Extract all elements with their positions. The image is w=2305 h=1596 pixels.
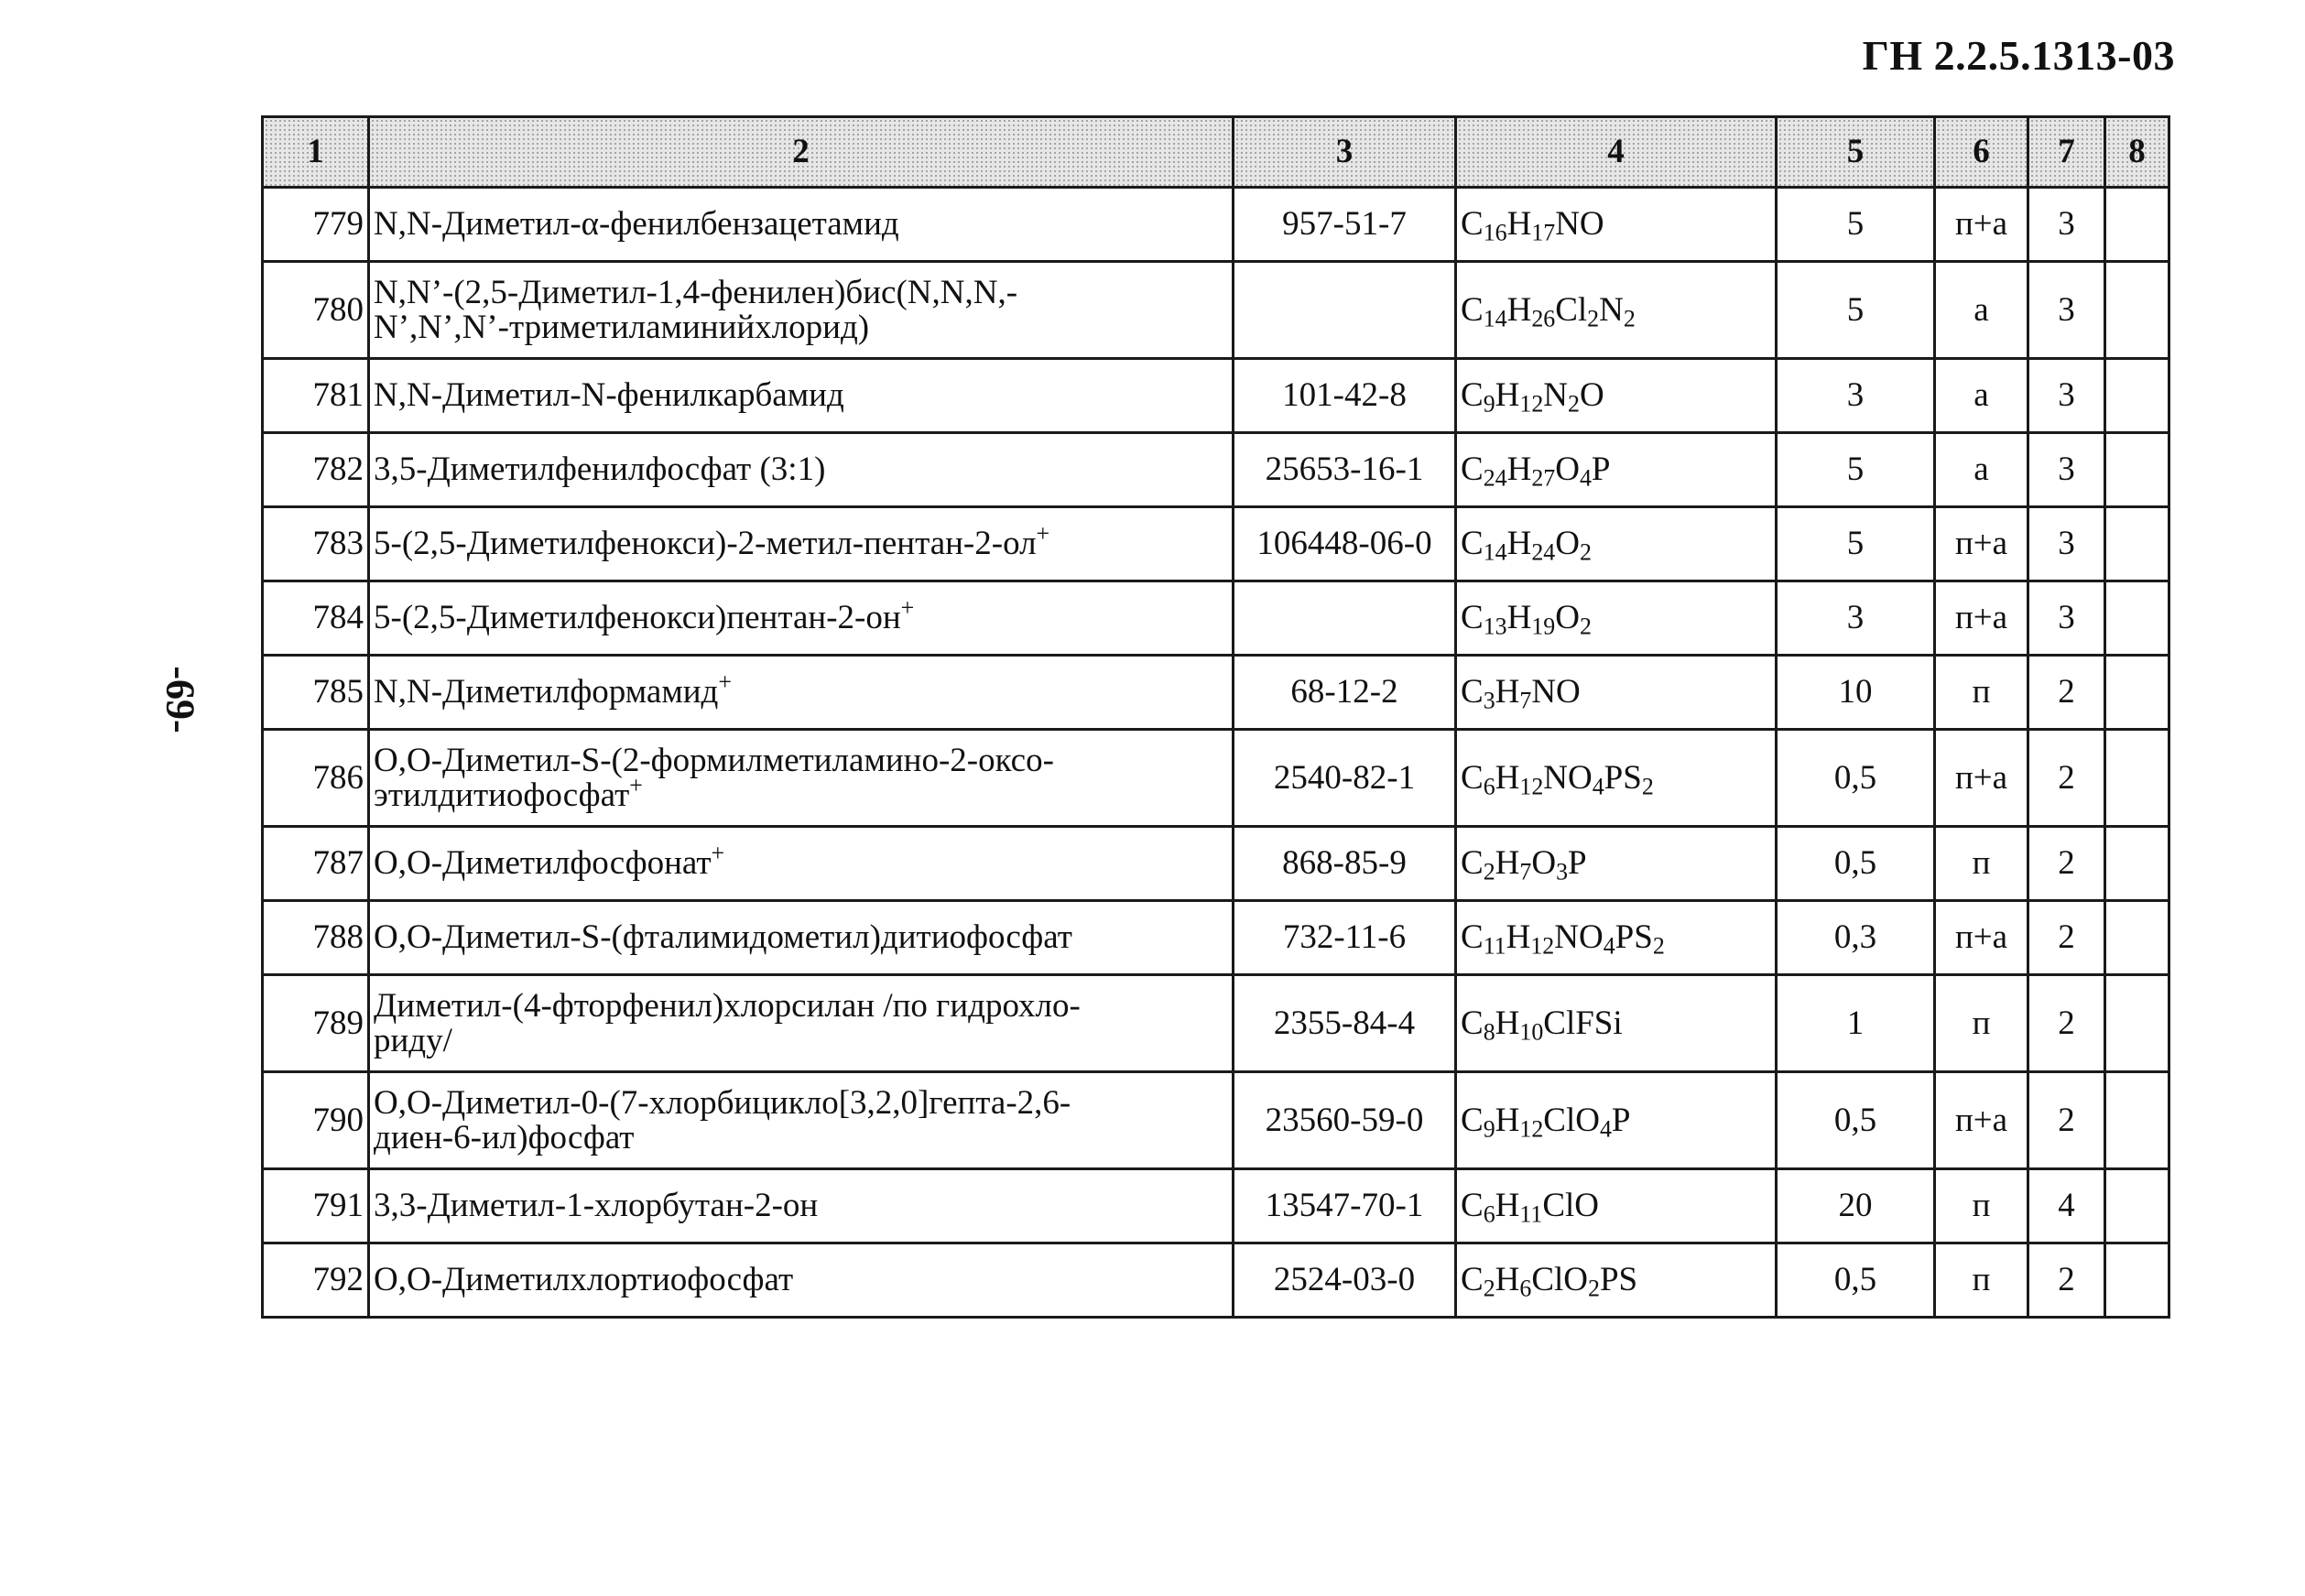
formula-element: O [1579,376,1604,415]
formula-element: H [1495,844,1520,883]
formula-element: C [1461,918,1484,957]
formula-element: Cl [1555,290,1588,329]
formula-subscript: 7 [1519,687,1532,714]
plus-mark: + [629,771,643,798]
column-header: 4 [1456,117,1777,188]
row-number: 784 [263,581,369,656]
note-cell [2105,188,2169,262]
substance-name-line: O,O-Диметилфосфонат [374,844,712,883]
cas-number: 13547-70-1 [1234,1169,1456,1243]
table-row [263,975,2169,1072]
substance-name-line: O,O-Диметил-0-(7-хлорбицикло[3,2,0]гепта-2,6- [374,1083,1071,1122]
formula-subscript: 2 [1483,858,1495,885]
column-header: 5 [1777,117,1935,188]
hazard-class: 2 [2028,656,2105,730]
row-number: 781 [263,359,369,433]
formula-element: H [1506,599,1532,637]
table-row [263,433,2169,507]
formula-subscript: 11 [1483,932,1506,960]
table-row [263,730,2169,827]
hazard-class: 2 [2028,827,2105,901]
row-number: 782 [263,433,369,507]
column-header: 1 [263,117,369,188]
formula-subscript: 27 [1531,464,1556,492]
substance-name [369,1072,1234,1169]
hazard-class: 3 [2028,262,2105,359]
note-cell [2105,507,2169,581]
substance-name-line: N,N-Диметилформамид [374,673,719,711]
substance-name-line: N’,N’,N’-триметиламинийхлорид) [374,308,870,346]
hazard-class: 2 [2028,1072,2105,1169]
formula-element: N [1599,290,1624,329]
hazard-class: 3 [2028,507,2105,581]
hazard-class: 2 [2028,975,2105,1072]
substance-name [369,1169,1234,1243]
formula-subscript: 9 [1483,1115,1495,1143]
formula-element: C [1461,1187,1484,1225]
substance-name [369,262,1234,359]
aggregate-state: а [1935,359,2028,433]
cas-number: 23560-59-0 [1234,1072,1456,1169]
row-number: 786 [263,730,369,827]
aggregate-state: а [1935,262,2028,359]
limit-value: 0,5 [1777,1072,1935,1169]
formula-element: H [1506,290,1532,329]
limit-value: 10 [1777,656,1935,730]
chemical-formula [1456,188,1777,262]
hazard-class: 3 [2028,188,2105,262]
limit-value: 3 [1777,581,1935,656]
note-cell [2105,656,2169,730]
table-row [263,1169,2169,1243]
aggregate-state: п+а [1935,730,2028,827]
formula-subscript: 2 [1568,390,1580,418]
aggregate-state: п+а [1935,507,2028,581]
chemical-formula [1456,1243,1777,1318]
note-cell [2105,827,2169,901]
substance-name-line: этилдитиофосфат [374,776,630,814]
formula-subscript: 10 [1519,1018,1544,1046]
substance-name-line: диен-6-ил)фосфат [374,1118,635,1156]
formula-element: C [1461,525,1484,563]
document-code: ГН 2.2.5.1313-03 [1862,32,2175,79]
substance-name-line: O,O-Диметил-S-(фталимидометил)дитиофосфат [374,918,1072,957]
formula-subscript: 3 [1483,687,1495,714]
hazard-class: 2 [2028,1243,2105,1318]
formula-element: O [1555,525,1580,563]
formula-element: ClO [1542,1187,1599,1225]
formula-subscript: 2 [1587,305,1600,332]
plus-mark: + [711,839,725,866]
substance-name [369,656,1234,730]
column-header: 3 [1234,117,1456,188]
chemical-formula [1456,507,1777,581]
limit-value: 5 [1777,188,1935,262]
row-number: 780 [263,262,369,359]
table-row [263,188,2169,262]
hazard-class: 2 [2028,901,2105,975]
cas-number: 957-51-7 [1234,188,1456,262]
aggregate-state: п [1935,975,2028,1072]
table-row [263,507,2169,581]
chemical-formula [1456,656,1777,730]
limit-value: 0,3 [1777,901,1935,975]
cas-number: 106448-06-0 [1234,507,1456,581]
substances-table [261,115,2170,1319]
aggregate-state: п+а [1935,901,2028,975]
formula-element: ClO [1543,1101,1600,1139]
formula-element: PS [1604,758,1642,797]
cas-number: 68-12-2 [1234,656,1456,730]
aggregate-state: п+а [1935,1072,2028,1169]
table-row [263,1243,2169,1318]
formula-subscript: 2 [1623,305,1636,332]
substance-name [369,433,1234,507]
formula-subscript: 14 [1483,538,1507,566]
formula-subscript: 17 [1531,219,1556,246]
limit-value: 3 [1777,359,1935,433]
substance-name [369,507,1234,581]
substance-name [369,730,1234,827]
hazard-class: 4 [2028,1169,2105,1243]
note-cell [2105,1243,2169,1318]
formula-subscript: 3 [1556,858,1569,885]
formula-subscript: 24 [1531,538,1556,566]
formula-subscript: 19 [1531,613,1556,640]
formula-element: O [1531,844,1557,883]
hazard-class: 3 [2028,433,2105,507]
formula-element: C [1461,1261,1484,1299]
table-row [263,656,2169,730]
formula-element: NO [1531,673,1581,711]
limit-value: 0,5 [1777,827,1935,901]
limit-value: 5 [1777,507,1935,581]
row-number: 783 [263,507,369,581]
cas-number: 2355-84-4 [1234,975,1456,1072]
aggregate-state: п+а [1935,188,2028,262]
row-number: 792 [263,1243,369,1318]
column-header: 6 [1935,117,2028,188]
formula-subscript: 2 [1641,773,1654,800]
note-cell [2105,1169,2169,1243]
formula-element: C [1461,205,1484,244]
formula-element: H [1495,758,1520,797]
formula-subscript: 8 [1483,1018,1495,1046]
hazard-class: 3 [2028,359,2105,433]
plus-mark: + [718,668,732,695]
substance-name [369,581,1234,656]
cas-number: 732-11-6 [1234,901,1456,975]
note-cell [2105,262,2169,359]
formula-element: H [1506,525,1532,563]
substance-name [369,188,1234,262]
note-cell [2105,730,2169,827]
substance-name-line: 3,3-Диметил-1-хлорбутан-2-он [374,1187,819,1225]
cas-number [1234,581,1456,656]
formula-subscript: 2 [1579,538,1592,566]
formula-element: O [1555,451,1580,489]
hazard-class: 3 [2028,581,2105,656]
substance-name [369,901,1234,975]
note-cell [2105,581,2169,656]
table-row [263,1072,2169,1169]
formula-subscript: 12 [1519,773,1544,800]
formula-element: C [1461,844,1484,883]
substance-name-line: N,N-Диметил-α-фенилбензацетамид [374,205,899,244]
page-number: -69- [158,666,203,733]
formula-element: C [1461,1004,1484,1042]
substance-name-line: O,O-Диметил-S-(2-формилметиламино-2-оксо- [374,741,1054,779]
table-body [263,117,2169,1318]
chemical-formula [1456,1169,1777,1243]
formula-element: C [1461,376,1484,415]
formula-subscript: 4 [1579,464,1592,492]
row-number: 791 [263,1169,369,1243]
formula-subscript: 9 [1483,390,1495,418]
limit-value: 0,5 [1777,730,1935,827]
aggregate-state: п [1935,1243,2028,1318]
chemical-formula [1456,730,1777,827]
formula-subscript: 7 [1519,858,1532,885]
chemical-formula [1456,433,1777,507]
table-header-row [263,117,2169,188]
aggregate-state: а [1935,433,2028,507]
formula-subscript: 4 [1599,1115,1612,1143]
formula-subscript: 12 [1519,1115,1544,1143]
formula-element: C [1461,673,1484,711]
formula-subscript: 26 [1531,305,1556,332]
row-number: 788 [263,901,369,975]
formula-subscript: 16 [1483,219,1507,246]
limit-value: 0,5 [1777,1243,1935,1318]
note-cell [2105,901,2169,975]
formula-element: ClFSi [1543,1004,1623,1042]
aggregate-state: п [1935,827,2028,901]
row-number: 787 [263,827,369,901]
note-cell [2105,433,2169,507]
formula-element: H [1495,1004,1520,1042]
formula-element: H [1495,673,1520,711]
row-number: 779 [263,188,369,262]
formula-element: ClO [1531,1261,1589,1299]
limit-value: 1 [1777,975,1935,1072]
plus-mark: + [900,593,915,621]
formula-subscript: 2 [1652,932,1665,960]
chemical-formula [1456,901,1777,975]
table-row [263,901,2169,975]
formula-subscript: 2 [1588,1275,1600,1302]
formula-element: N [1543,376,1568,415]
formula-element: PS [1599,1261,1638,1299]
formula-element: H [1506,918,1531,957]
note-cell [2105,1072,2169,1169]
limit-value: 5 [1777,433,1935,507]
chemical-formula [1456,827,1777,901]
cas-number: 101-42-8 [1234,359,1456,433]
formula-element: NO [1554,918,1604,957]
formula-subscript: 2 [1579,613,1592,640]
table-row [263,262,2169,359]
hazard-class: 2 [2028,730,2105,827]
row-number: 785 [263,656,369,730]
aggregate-state: п+а [1935,581,2028,656]
limit-value: 5 [1777,262,1935,359]
substance-name-line: 5-(2,5-Диметилфенокси)пентан-2-он [374,599,901,637]
formula-subscript: 4 [1603,932,1615,960]
column-header: 7 [2028,117,2105,188]
formula-element: P [1611,1101,1631,1139]
note-cell [2105,975,2169,1072]
formula-subscript: 12 [1530,932,1555,960]
formula-subscript: 24 [1483,464,1507,492]
column-header: 2 [369,117,1234,188]
note-cell [2105,359,2169,433]
substance-name-line: Диметил-(4-фторфенил)хлорсилан /по гидрохло- [374,986,1081,1025]
formula-subscript: 6 [1483,773,1495,800]
chemical-formula [1456,581,1777,656]
formula-element: C [1461,451,1484,489]
substance-name-line: N,N’-(2,5-Диметил-1,4-фенилен)бис(N,N,N,- [374,273,1018,311]
limit-value: 20 [1777,1169,1935,1243]
table-row [263,827,2169,901]
cas-number: 25653-16-1 [1234,433,1456,507]
substance-name [369,827,1234,901]
formula-element: O [1555,599,1580,637]
plus-mark: + [1036,519,1050,547]
row-number: 789 [263,975,369,1072]
formula-element: C [1461,290,1484,329]
cas-number: 2540-82-1 [1234,730,1456,827]
substance-name [369,1243,1234,1318]
aggregate-state: п [1935,1169,2028,1243]
formula-element: PS [1615,918,1653,957]
formula-element: H [1495,1261,1520,1299]
formula-element: P [1568,844,1587,883]
cas-number: 2524-03-0 [1234,1243,1456,1318]
formula-subscript: 2 [1483,1275,1495,1302]
cas-number: 868-85-9 [1234,827,1456,901]
formula-element: H [1495,1101,1520,1139]
formula-element: C [1461,599,1484,637]
formula-element: H [1506,205,1532,244]
row-number: 790 [263,1072,369,1169]
chemical-formula [1456,1072,1777,1169]
substance-name-line: 5-(2,5-Диметилфенокси)-2-метил-пентан-2-ол [374,525,1037,563]
formula-element: C [1461,758,1484,797]
formula-element: H [1495,1187,1520,1225]
formula-subscript: 13 [1483,613,1507,640]
chemical-formula [1456,359,1777,433]
formula-subscript: 11 [1519,1200,1543,1228]
substance-name-line: O,O-Диметилхлортиофосфат [374,1261,794,1299]
formula-subscript: 12 [1519,390,1544,418]
formula-element: H [1506,451,1532,489]
aggregate-state: п [1935,656,2028,730]
substance-name [369,359,1234,433]
chemical-formula [1456,975,1777,1072]
substance-name-line: 3,5-Диметилфенилфосфат (3:1) [374,451,826,489]
formula-subscript: 6 [1519,1275,1532,1302]
substance-name [369,975,1234,1072]
formula-subscript: 6 [1483,1200,1495,1228]
cas-number [1234,262,1456,359]
chemical-formula [1456,262,1777,359]
formula-element: H [1495,376,1520,415]
substance-name-line: N,N-Диметил-N-фенилкарбамид [374,376,844,415]
column-header: 8 [2105,117,2169,188]
formula-element: C [1461,1101,1484,1139]
table-row [263,581,2169,656]
table-row [263,359,2169,433]
formula-element: P [1591,451,1611,489]
formula-subscript: 4 [1592,773,1604,800]
formula-subscript: 14 [1483,305,1507,332]
substance-name-line: риду/ [374,1021,452,1059]
formula-element: NO [1555,205,1604,244]
formula-element: NO [1543,758,1593,797]
